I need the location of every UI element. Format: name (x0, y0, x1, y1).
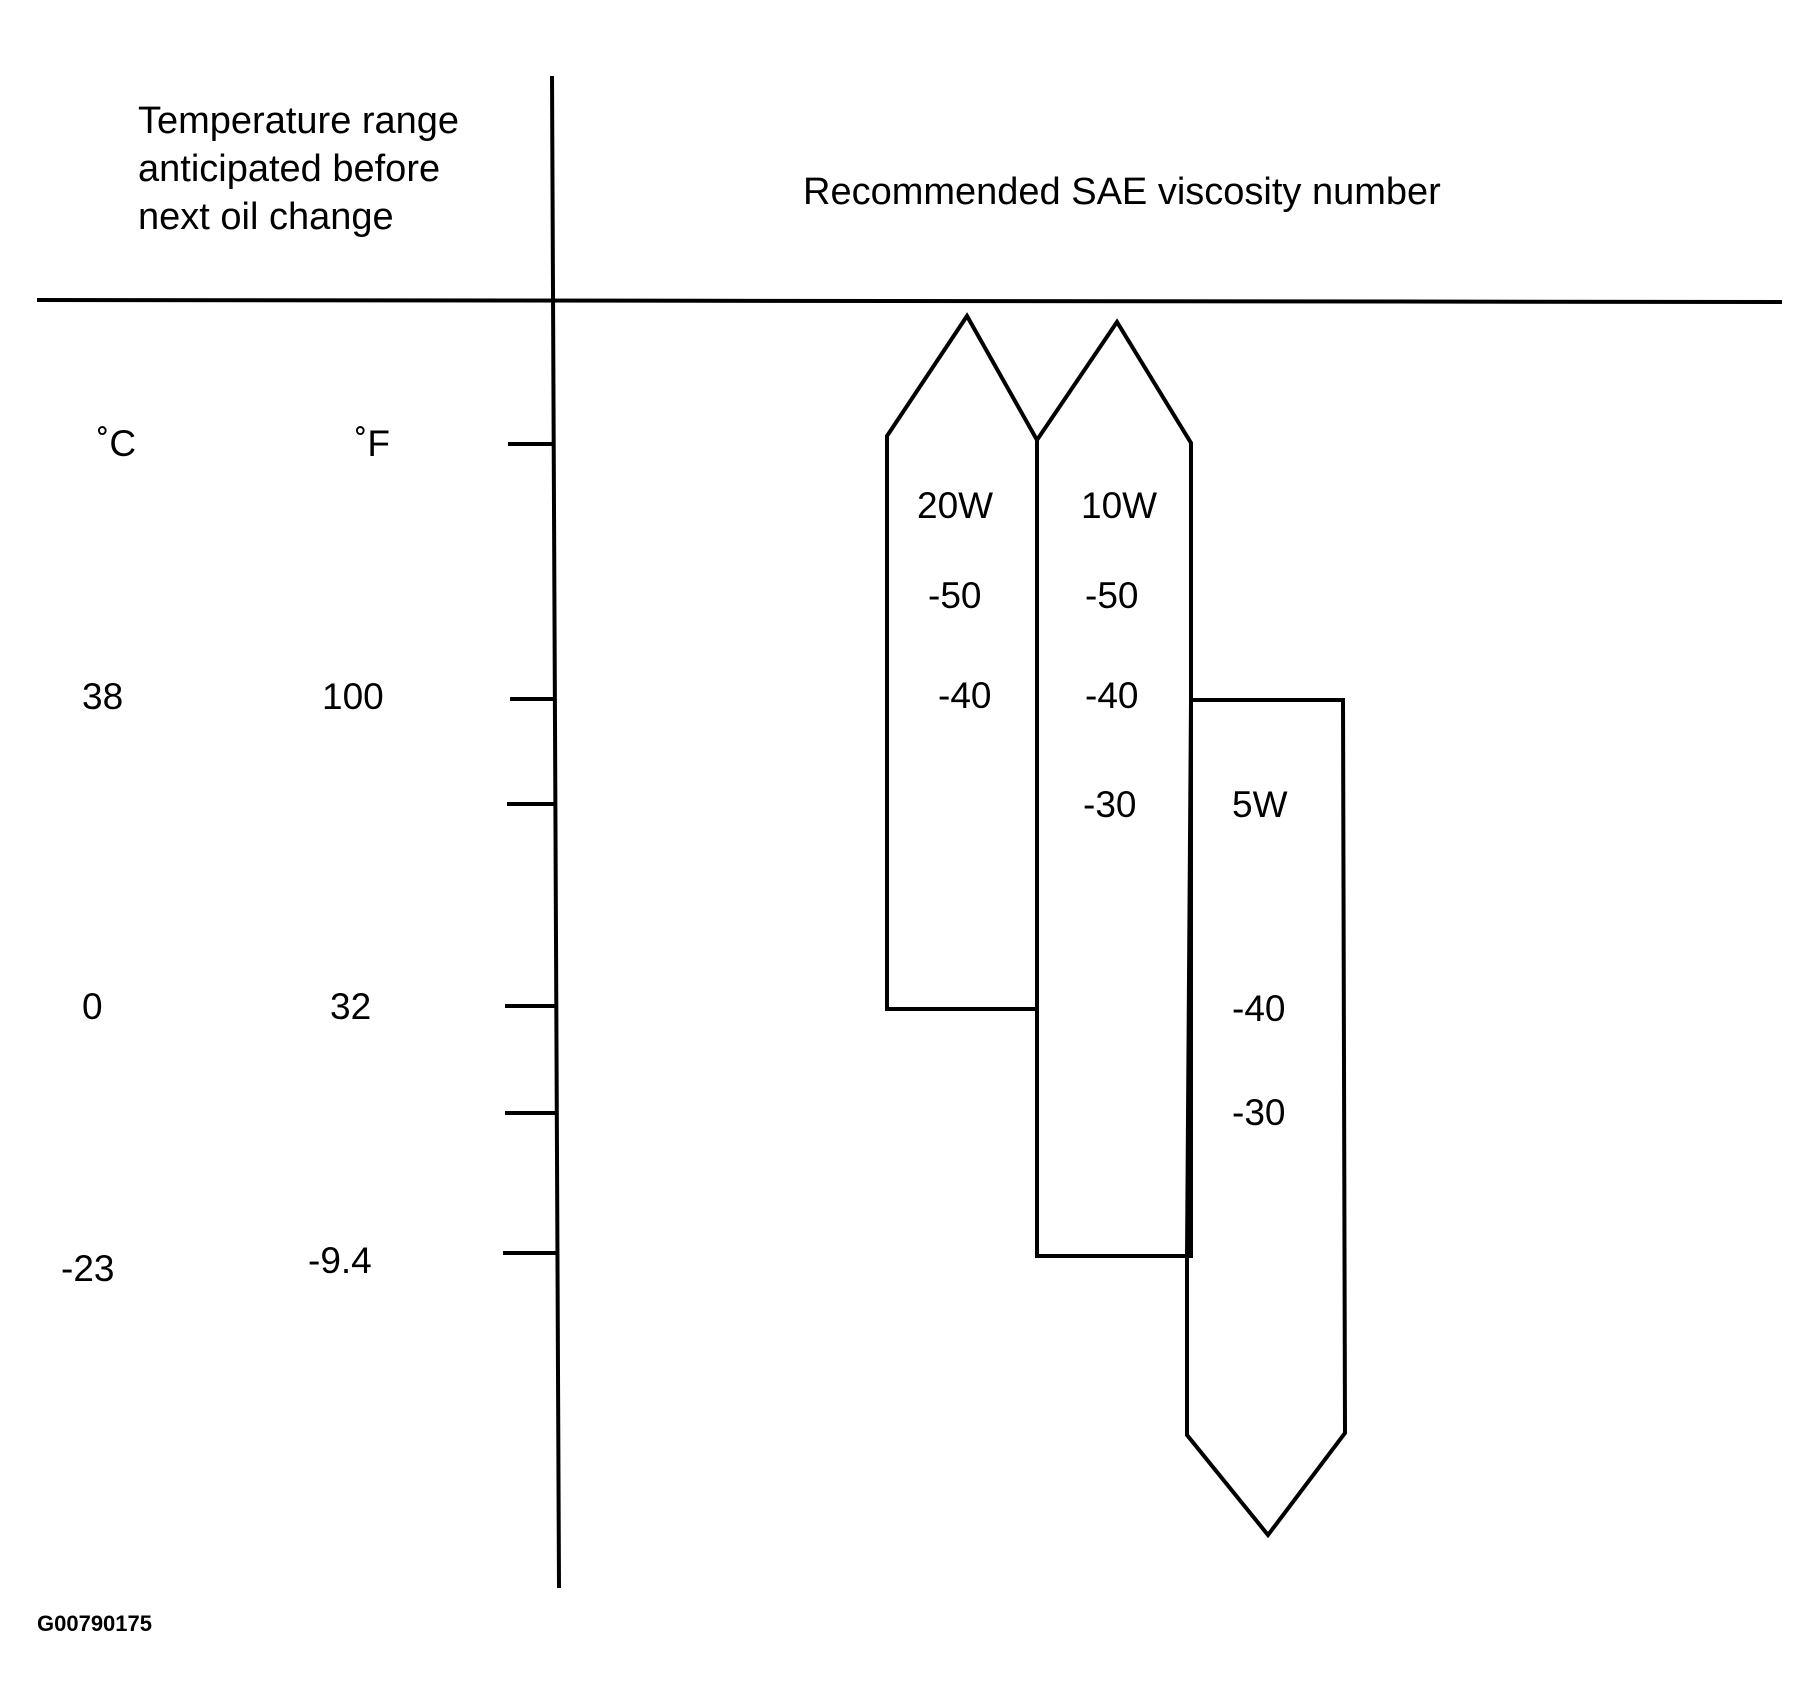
viscosity-header: Recommended SAE viscosity number (803, 171, 1441, 213)
grade-10w-variant: -40 (1085, 675, 1139, 716)
celsius-unit-label: ˚C (97, 423, 137, 464)
celsius-value: 38 (82, 676, 124, 717)
celsius-value: -23 (61, 1248, 115, 1289)
temperature-range-header-line-1: Temperature range (138, 100, 460, 142)
header-rule (37, 300, 1782, 302)
celsius-value: 0 (82, 986, 103, 1027)
grade-10w-name: 10W (1081, 485, 1158, 526)
grade-5w-variant: -40 (1232, 988, 1286, 1029)
grade-5w-variant: -30 (1232, 1092, 1286, 1133)
grade-20w-variant: -40 (938, 675, 992, 716)
grade-10w-variant: -50 (1085, 575, 1139, 616)
range-20w-arrow (887, 316, 1037, 1009)
vertical-axis (552, 76, 559, 1588)
temperature-range-header-line-2: anticipated before (138, 148, 441, 190)
temperature-range-header-line-3: next oil change (138, 196, 394, 238)
fahrenheit-value: 32 (330, 986, 372, 1027)
figure-code: G00790175 (37, 1611, 152, 1636)
fahrenheit-value: -9.4 (308, 1240, 372, 1281)
grade-5w-name: 5W (1232, 784, 1288, 825)
fahrenheit-unit-label: ˚F (355, 423, 390, 464)
grade-20w-name: 20W (917, 485, 994, 526)
fahrenheit-value: 100 (322, 676, 384, 717)
grade-20w-variant: -50 (928, 575, 982, 616)
grade-10w-variant: -30 (1083, 784, 1137, 825)
